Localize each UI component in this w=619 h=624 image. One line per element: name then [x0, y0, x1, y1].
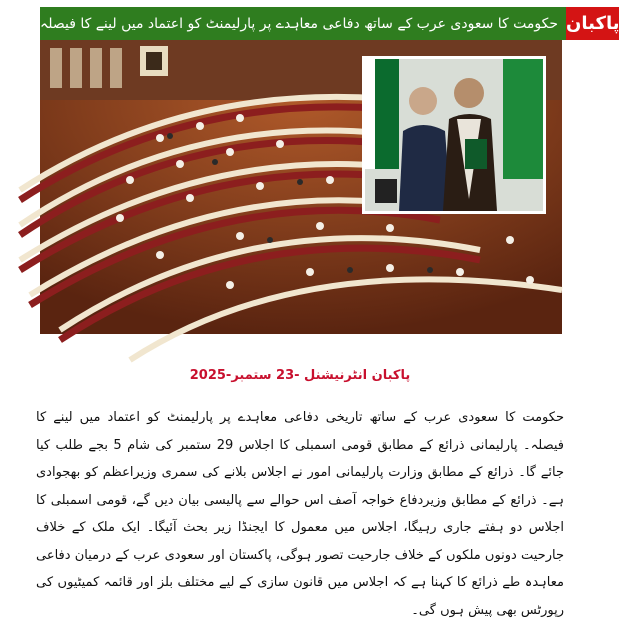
- leaders-inset-photo: [362, 56, 546, 214]
- article-body: حکومت کا سعودی عرب کے ساتھ تاریخی دفاعی معاہدے پر پارلیمنٹ کو اعتماد میں لینے کا فیصلہ۔ پارلیمانی ذرائع کے مطابق قومی اسمبلی کا اجلاس 29 ستمبر کی شام 5 بجے طلب کیا جائے گا۔ ذرائع کے مطابق وزارت پارلیمانی امور نے اجلاس بلانے کی سمری وزیراعظم کو بھجوادی ہے۔ ذرائع کے مطابق وزیردفاع خواجہ آصف اس حوالے سے پالیسی بیان دیں گے، قومی اسمبلی کا اجلاس دو ہفتے جاری رہیگا، اجلاس میں معمول کا ایجنڈا زیر بحث آئیگا۔ ایک ملک کے خلاف جارحیت دونوں ملکوں کے خلاف جارحیت تصور ہوگی، پاکستان اور سعودی عرب کے درمیان دفاعی معاہدہ طے ذرائع کا کہنا ہے کہ اجلاس میں قانون سازی کے لیے مختلف بلز اور قائمہ کمیٹیوں کی رپورٹس بھی پیش ہوں گی۔: [36, 410, 564, 618]
- dateline: پاکبان انٹرنیشنل -23 ستمبر-2025: [189, 368, 411, 383]
- headline: حکومت کا سعودی عرب کے ساتھ دفاعی معاہدے پر پارلیمنٹ کو اعتماد میں لینے کا فیصلہ: [40, 7, 566, 40]
- brand-logo: پاکبان: [566, 7, 619, 40]
- assembly-photo: [40, 40, 562, 334]
- news-header: [40, 7, 619, 40]
